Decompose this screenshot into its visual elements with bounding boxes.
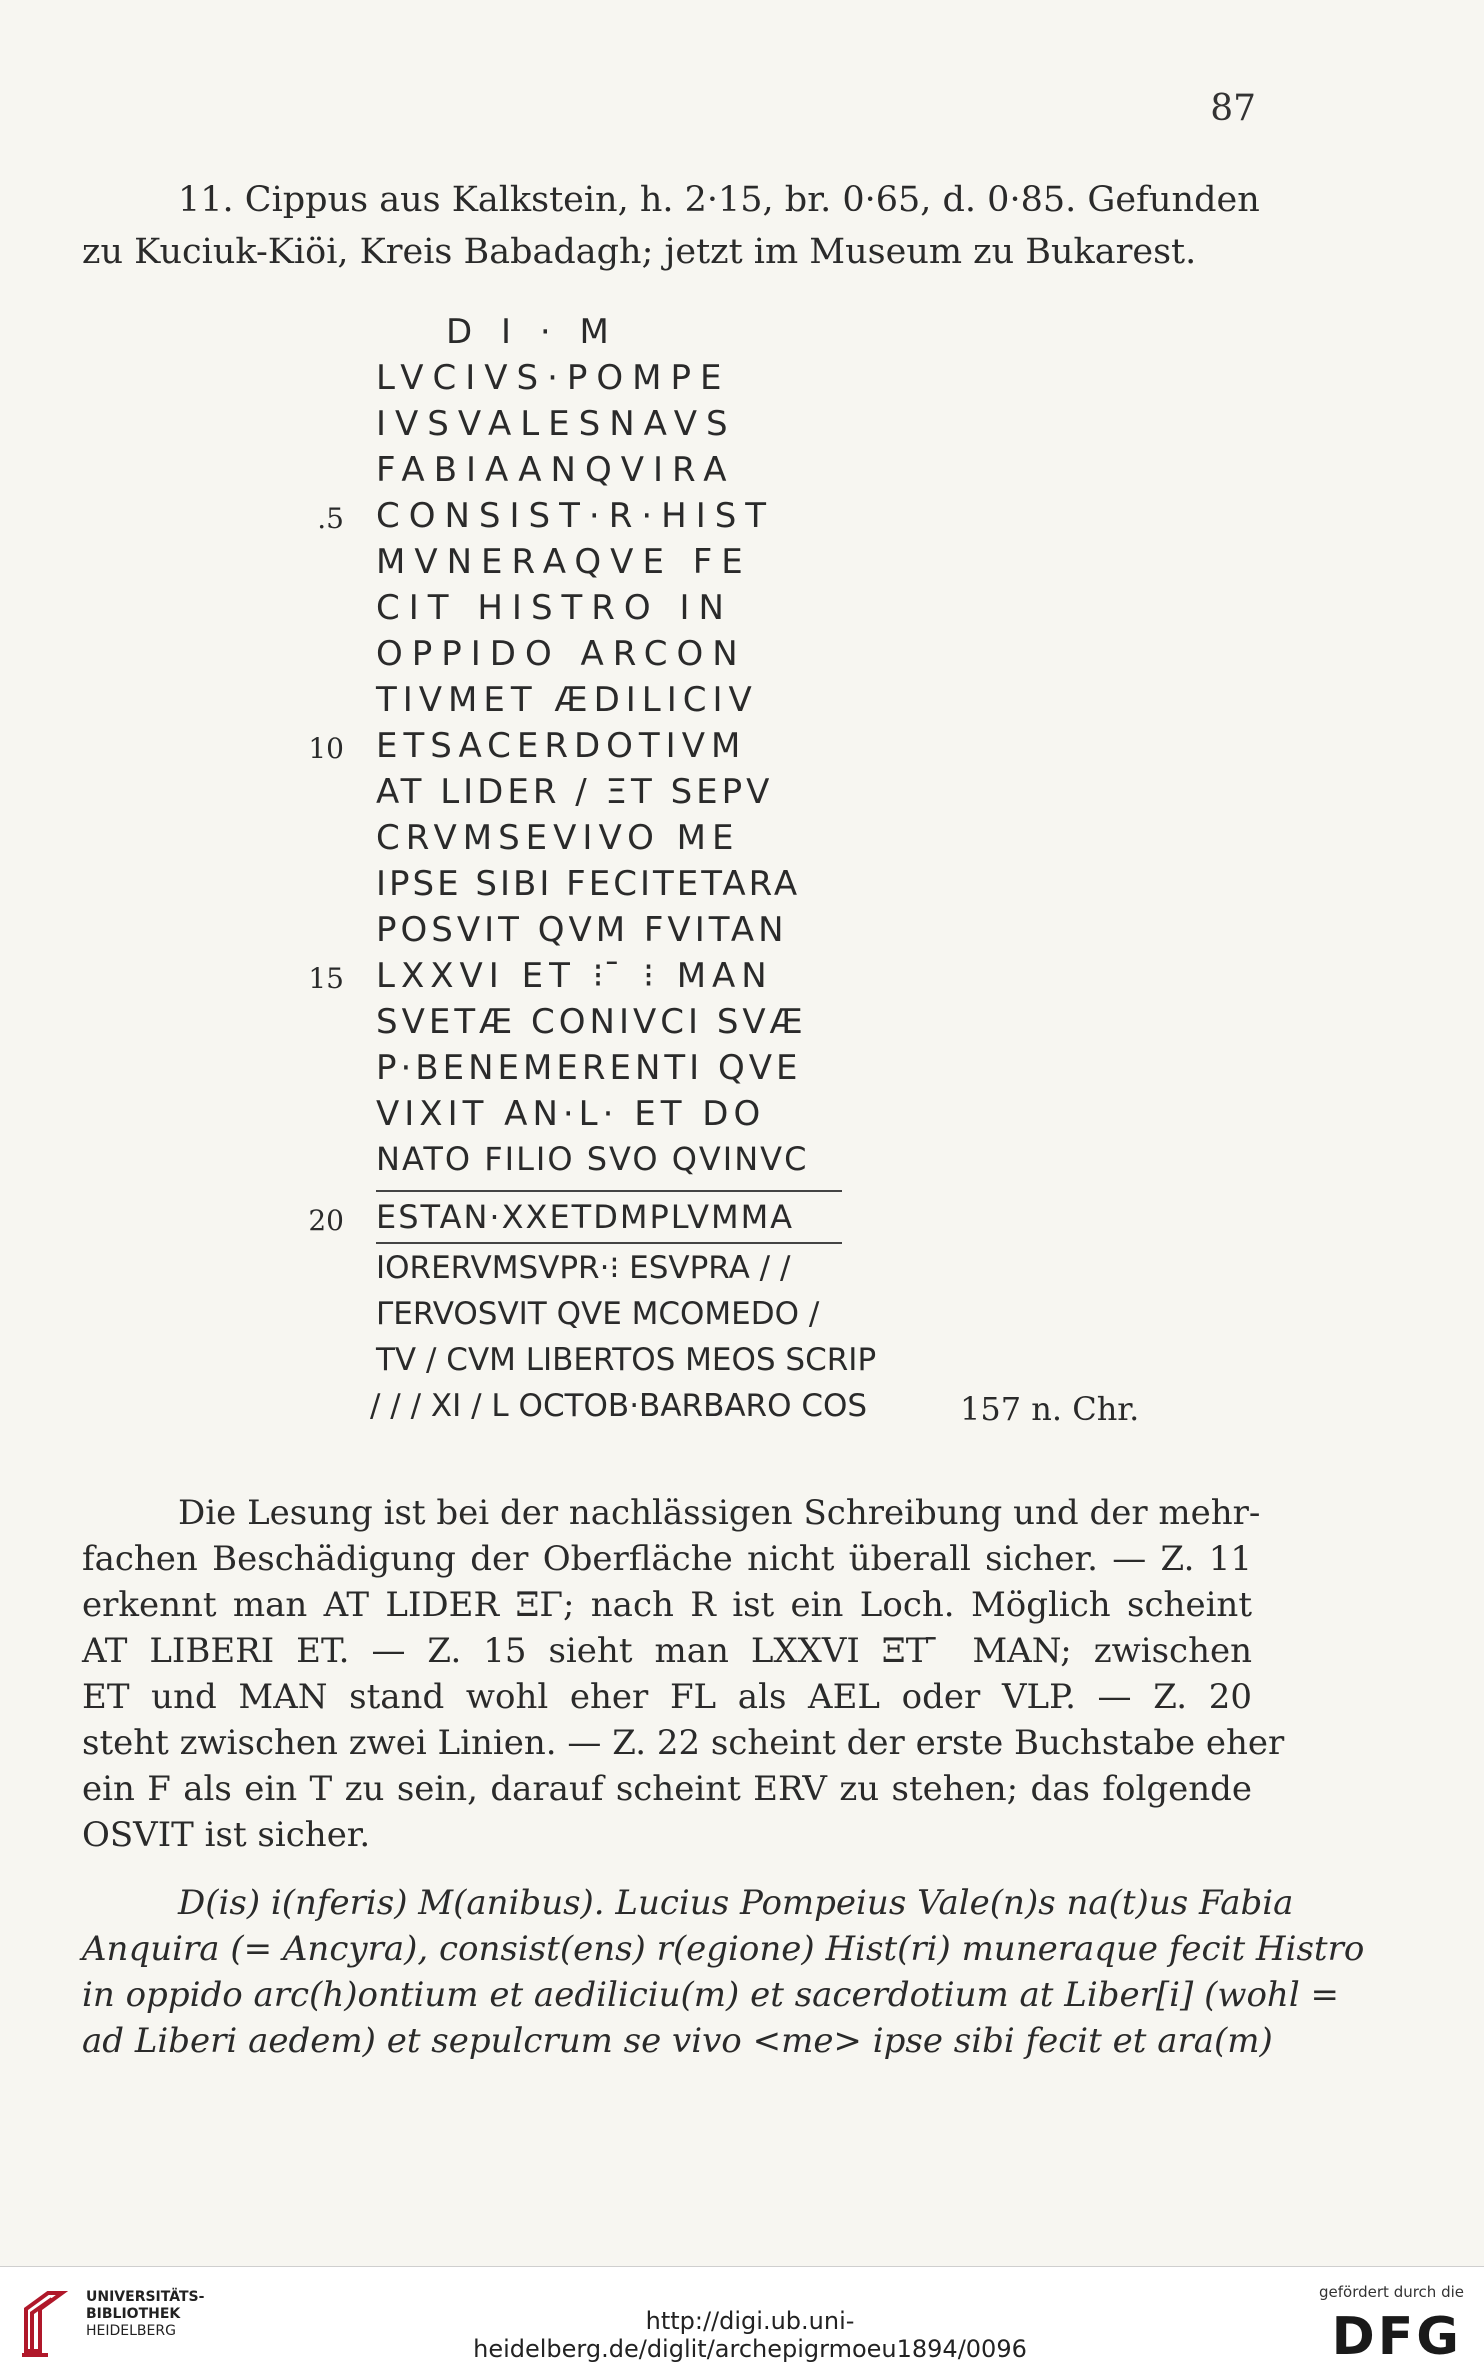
inscription-line xyxy=(0,1092,1484,1138)
inscription-line xyxy=(0,1046,1484,1092)
inscription-line xyxy=(0,816,1484,862)
inscription-text: CONSIST·R·HIST xyxy=(376,496,776,536)
commentary-line: ein F als ein T zu sein, darauf scheint ERV zu stehen; das folgende xyxy=(82,1769,1252,1809)
inscription-line xyxy=(0,632,1484,678)
inscription-line xyxy=(0,448,1484,494)
inscription-line xyxy=(0,1294,1484,1340)
inscription-text: P·BENEMERENTI QVE xyxy=(376,1048,802,1088)
commentary-line: OSVIT ist sicher. xyxy=(82,1815,371,1855)
inscription-line xyxy=(0,908,1484,954)
line-number: .5 xyxy=(317,502,344,535)
inscription-line xyxy=(0,724,1484,770)
funding-caption: gefördert durch die xyxy=(1319,2283,1464,2301)
inscription-text: POSVIT QVM FVITAN xyxy=(376,910,788,950)
inscription-text: TV / CVM LIBERTOS MEOS SCRIP xyxy=(376,1342,877,1378)
commentary-line: erkennt man AT LIDER ΞΓ; nach R ist ein Loch. Möglich scheint xyxy=(82,1585,1252,1625)
translation-line: Anquira (= Ancyra), consist(ens) r(egione) Hist(ri) muneraque fecit Histro xyxy=(82,1929,1365,1969)
inscription-text: D I · M xyxy=(446,312,618,352)
inscription-text: SVETÆ CONIVCI SVÆ xyxy=(376,1002,807,1042)
inscription-text: IPSE SIBI FECITETARA xyxy=(376,864,801,904)
page-number: 87 xyxy=(1210,88,1256,129)
inscription-line xyxy=(0,1248,1484,1294)
translation-line: D(is) i(nferis) M(anibus). Lucius Pompeius Vale(n)s na(t)us Fabia xyxy=(178,1883,1294,1923)
entry-heading-line-2: zu Kuciuk-Kiöi, Kreis Babadagh; jetzt im Museum zu Bukarest. xyxy=(82,232,1197,272)
commentary-line: Die Lesung ist bei der nachlässigen Schreibung und der mehr- xyxy=(178,1493,1261,1533)
commentary-line: steht zwischen zwei Linien. — Z. 22 scheint der erste Buchstabe eher xyxy=(82,1723,1285,1763)
translation-paragraph xyxy=(82,1880,1365,2064)
inscription-line xyxy=(0,954,1484,1000)
inscription-text: CRVMSEVIVO ME xyxy=(376,818,740,858)
translation-line: in oppido arc(h)ontium et aediliciu(m) et sacerdotium at Liber[i] (wohl = xyxy=(82,1975,1339,2015)
inscription-line xyxy=(0,586,1484,632)
inscription-line xyxy=(0,1000,1484,1046)
commentary-line: AT LIBERI ET. — Z. 15 sieht man LXXVI ΞT ̄ MAN; zwischen xyxy=(82,1631,1252,1671)
inscription-line xyxy=(0,310,1484,356)
inscription-text: TIVMET ÆDILICIV xyxy=(376,680,758,720)
library-name-line-2: BIBLIOTHEK xyxy=(86,2306,181,2322)
inscription-line xyxy=(0,1386,1484,1432)
inscription-text: ΓERVOSVIT QVE MCOMEDO / xyxy=(376,1296,820,1332)
commentary-line: ET und MAN stand wohl eher FL als AEL oder VLP. — Z. 20 xyxy=(82,1677,1252,1717)
permalink-url[interactable]: http://digi.ub.uni-heidelberg.de/diglit/archepigrmoeu1894/0096 xyxy=(473,2307,1027,2363)
inscription-line xyxy=(0,494,1484,540)
inscription-text: / / / XI / L OCTOB·BARBARO COS xyxy=(370,1388,868,1424)
inscription-text: FABIAANQVIRA xyxy=(376,450,736,490)
line-number: 10 xyxy=(308,732,344,765)
dfg-logo-icon: DFG xyxy=(1331,2307,1462,2367)
digitization-footer xyxy=(0,2266,1484,2376)
library-name-line-3: HEIDELBERG xyxy=(86,2323,176,2339)
divider-line xyxy=(376,1242,842,1244)
commentary-paragraph xyxy=(82,1490,1285,1858)
inscription-line xyxy=(0,770,1484,816)
inscription-text: AT LIDER / ΞT SEPV xyxy=(376,772,774,812)
inscription-line xyxy=(0,862,1484,908)
entry-heading-line-1: 11. Cippus aus Kalkstein, h. 2·15, br. 0·65, d. 0·85. Gefunden xyxy=(178,180,1260,220)
inscription-line xyxy=(0,1340,1484,1386)
inscription-text: OPPIDO ARCON xyxy=(376,634,747,674)
inscription-line xyxy=(0,402,1484,448)
university-library-logo-icon xyxy=(18,2287,70,2357)
inscription-text: MVNERAQVE FE xyxy=(376,542,752,582)
inscription-text: LXXVI ET ⁝ ̄ ⁝ MAN xyxy=(376,956,773,996)
entry-heading xyxy=(82,174,1260,278)
inscription-text: CIT HISTRO IN xyxy=(376,588,733,628)
divider-line xyxy=(376,1190,842,1192)
date-note: 157 n. Chr. xyxy=(960,1390,1140,1428)
inscription-text: IVSVALESNAVS xyxy=(376,404,737,444)
inscription-text: ETSACERDOTIVM xyxy=(376,726,747,766)
inscription-line xyxy=(0,1138,1484,1184)
line-number: 15 xyxy=(308,962,344,995)
line-number: 20 xyxy=(308,1204,344,1237)
inscription-text: NATO FILIO SVO QVINVC xyxy=(376,1140,809,1178)
inscription-line xyxy=(0,540,1484,586)
inscription-text: VIXIT AN·L· ET DO xyxy=(376,1094,766,1134)
inscription-line xyxy=(0,678,1484,724)
translation-line: ad Liberi aedem) et sepulcrum se vivo <me> ipse sibi fecit et ara(m) xyxy=(82,2021,1273,2061)
library-name xyxy=(86,2289,204,2340)
library-name-line-1: UNIVERSITÄTS- xyxy=(86,2289,205,2305)
inscription-line xyxy=(0,1196,1484,1242)
commentary-line: fachen Beschädigung der Oberfläche nicht überall sicher. — Z. 11 xyxy=(82,1539,1252,1579)
inscription-text: LVCIVS·POMPE xyxy=(376,358,731,398)
inscription-text: ESTAN·XXETDMPLVMMA xyxy=(376,1198,795,1236)
inscription-line xyxy=(0,356,1484,402)
inscription-text: IORERVMSVPR·⁝ ESVPRA / / xyxy=(376,1250,791,1286)
